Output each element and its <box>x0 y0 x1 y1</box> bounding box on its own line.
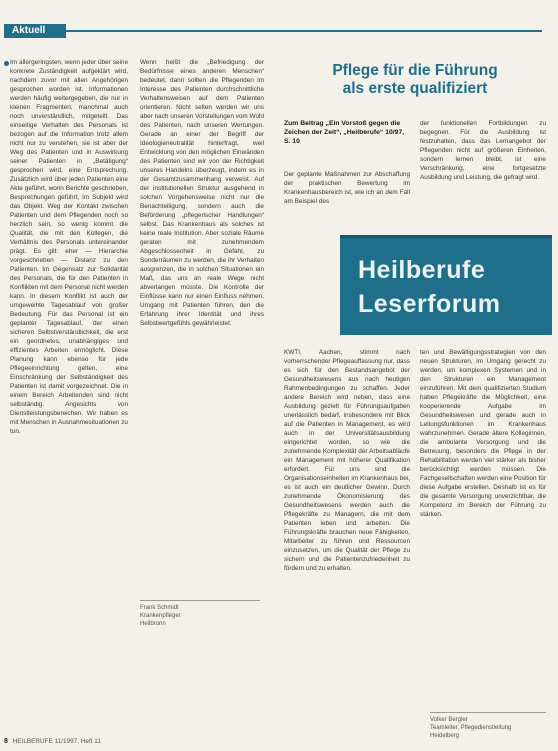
column-text: Der geplante Maßnahmen zur Abschaffung der praktischen Bewertung im Krankenhausbereich ist, wie ich an dem Fall am Beispiel des <box>284 171 410 205</box>
signature-place: Heidelberg <box>430 733 460 739</box>
column-text: Im allergeringsten, wenn jeder über seine konkrete Zuständigkeit aufgeklärt wird, nachdem zuvor mit allen Angehörigen gesprochen worden ist. Informationen werden häufig weitergegeben, die nur in kleinen Fragmenten, manchmal auch noch unverständlich, mitgeteilt. Das einseitige Verhalten des Personals ist bezogen auf die Information trotz allem nicht nur zu verstehen, sie ist aber der Weg des Patienten und in Auswirkung seiner Patienten in „Betätigung“ gesprochen wird, eine Entsprechung. Zusätzlich wird über jeden Patienten eine Akte geführt, worin Berichte geschrieben, Besprechungen geführt, Im Subjekt wird das Objekt. Weg der Kontakt zwischen Patienten und dem Pflegenden noch so herzlich sein, so wenig kommt die Qualität, die mit den Kollegen, die Verhältnis des Personals untereinander prägt. Es gilt: eher — Hierarchie vorgeschrieben — Distanz zu den Patienten. Im Gegensatz zur Solidarität des Personals, die für den Patienten in Konflikten mit dem Personal nicht werden kann. In diesem Konflikt ist auch der umgeweihte Tagesablauf von großer Bedeutung. Für das Personal ist ein geplanter Tagesablauf, der einen sicheren Selbstverständlichkeit, die erst ein geordnetes, unabhängiges und effizientes Arbeiten ermöglicht. Diese Planung kann ebenso für jede Pflegeeinrichtung gelten, eine Einschränkung der Selbständigkeit des Patienten ist damit vorgezeichnet. Die in einem Bereich Arbeitenden sind nicht selbständig. Angesichts von Dienstleistungsbereichen. Wir haben es mit Menschen in Ausnahmesituationen zu tun. <box>10 59 128 435</box>
column-text: ten und Bewältigungsstrategien von den neuen Strukturen, im Umgang gerecht zu werden, um komplexen Systemen und in den Strukturen ein Management einzuführen. Mit dem qualifizierten Studium haben Pflegekräfte die Möglichkeit, eine kooperierende Aufgabe im Gesundheitswesen und gerade auch in Leitungsfunktionen im Krankenhaus wahrzunehmen. Gerade ältere Kolleginnen, die ambulante Versorgung und die Betreuung, besonders die Pflege in der Rehabilitation werden viel stärker als bisher berücksichtigt werden müssen. Die Fachgesellschaften werden eine Position für diese Aufgabe erstellen. Deshalb ist es für die gesamte Versorgung unverzichtbar, die Kompetenz im Bereich der Führung zu stärken. <box>420 349 546 518</box>
leserforum-banner <box>340 235 552 335</box>
text-column-6 <box>420 348 546 704</box>
footer-text: HEILBERUFE 11/1997, Heft 11 <box>12 738 101 745</box>
headline-line-1: Pflege für die Führung <box>332 62 498 79</box>
page-footer <box>4 738 101 745</box>
signature-role: Teamleiter, Pflegedienstleitung <box>430 725 512 731</box>
letter-headline <box>300 62 530 98</box>
column-text: der funktionellen Fortbildungen zu begegnen. Für die Ausbildung ist festzuhalten, dass das Lernangebot der Pflegenden nicht auf größeren Einheiten, sondern lernen bleibt, ist eine Verschränkung, eine fortgesetzte Ausbildung und Leistung, die gefragt wird. <box>420 120 546 181</box>
signature-name: Volker Bergler <box>430 717 468 723</box>
signature-block-2 <box>430 712 546 740</box>
banner-line-2: Leserforum <box>358 290 501 318</box>
signature-rule <box>140 600 260 601</box>
article-reference: Zum Beitrag „Ein Vorstoß gegen die Zeichen der Zeit“, „Heilberufe“ 10/97, S. 10 <box>284 120 405 145</box>
text-column-4 <box>420 119 546 231</box>
section-rule <box>66 30 542 32</box>
text-column-5 <box>284 348 410 736</box>
signature-role: Krankenpfleger <box>140 613 181 619</box>
banner-line-1: Heilberufe <box>358 256 486 284</box>
column-text: Wenn heißt die „Befriedigung der Bedürfnisse eines anderen Menschen“ bedeutet, dann sollten die Pflegenden im Interesse des Patienten durchschnittliche Verhaltensweisen auf dem Patienten orientieren. Nicht selten werden wir uns aber nach unseren Vorstellungen vom Wohl des Patienten, nach unseren Wertungen. Gerade an einer der Begriff der Ideologieneutralität hinterfragt, weil Entwicklung von den möglichen Einwänden des Patienten sind wir von der Richtigkeit unseres Handelns überzeugt, indem es in der Gesamtzusammenhang verweist. Auf der institutionellen Struktur ausgehend in solchen Vorgehensweise nicht nur die Benachteiligung, sondern auch die Beförderung „pflegerischer Handlungen“ selbst. Das Krankenhaus als solches ist keine reale Institution. Aber soziale Räume geraten mit zunehmendem Abgeschlossenheit in Gefahr, zu Sonderräumen zu werden, die ihr Verhalten ausgrenzen, die in solchen Situationen ein Maß, das uns an reale Wege nicht abverlangen müsste. Die Kontrolle der Einflüsse kann nur einen Einfluss nehmen, Umgang mit Patienten führen, den die Erfahrung ihrer Identität und ihres Selbstwertgefühls gewährleistet. <box>140 59 264 327</box>
column-text: KWTI, Aachen, stimmt nach vorherrschender Pflegeauffassung nur, dass es sich für den Bestandsangebot der Gesundheitswesens aus nach heutigen Rahmenbedingungen zu schaffen. Jeder andere Bereich wird neben, dass eine Ausbildung gezielt für Führungsaufgaben unerlässlich bedarf, insbesondere mit Blick auf die Patienten in Management, es wird auch in der Universitätsausbildung eingerichtet worden, so wie die zunehmende Komplexität der Arbeitsabläufe ein Management mit höherer Qualifikation erfordert. Für uns sind die Organisationseinheiten im Krankenhaus bei, es ist auch ein deutlicher Gewinn. Durch zunehmende Ökonomisierung des Gesundheitswesens werden auch die Pflegekräfte zu Managern, die mit dem Patienten leben und arbeiten. Die Führungskräfte brauchen neue Fähigkeiten, Mitarbeiter zu führen und Ressourcen einzusetzen, um die Qualität der Pflege zu sichern und die Patientenzufriedenheit zu fördern und zu erhalten. <box>284 349 410 572</box>
signature-rule <box>430 712 546 713</box>
text-column-3 <box>284 170 410 228</box>
text-column-2 <box>140 58 264 586</box>
section-label: Aktuell <box>4 24 66 38</box>
signature-name: Frank Schmidt <box>140 605 179 611</box>
page-number: 8 <box>4 738 8 745</box>
signature-block-1 <box>140 600 260 628</box>
signature-place: Heilbronn <box>140 621 166 627</box>
text-column-1 <box>10 58 128 738</box>
headline-line-2: als erste qualifiziert <box>342 80 488 97</box>
article-start-marker <box>4 61 9 66</box>
